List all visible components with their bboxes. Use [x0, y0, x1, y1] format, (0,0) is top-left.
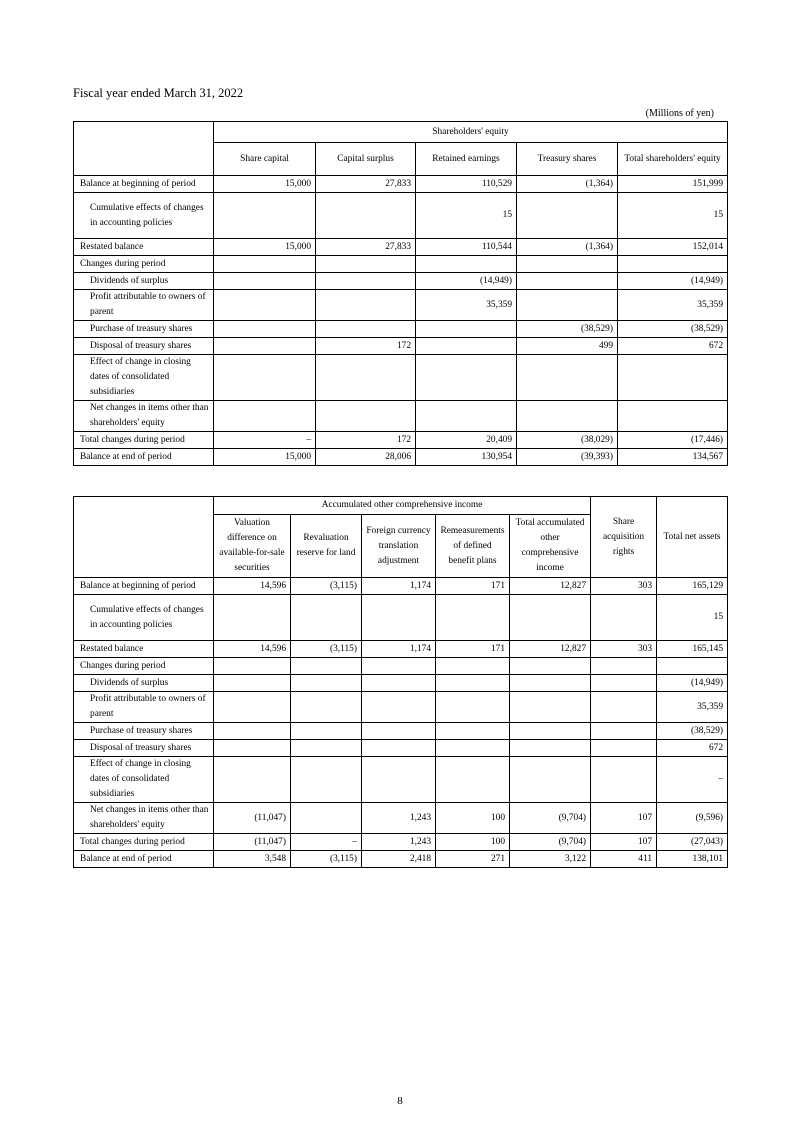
- value-cell: (17,446): [618, 432, 728, 449]
- value-cell: [291, 658, 362, 675]
- value-cell: [316, 290, 416, 321]
- table-row: [74, 851, 728, 868]
- table1-group-header-row: [74, 122, 728, 143]
- value-cell: [510, 595, 591, 641]
- table-row: [74, 757, 728, 803]
- value-cell: [214, 723, 291, 740]
- value-cell: [510, 675, 591, 692]
- table1-col-header: Retained earnings: [416, 143, 517, 176]
- value-cell: 110,544: [416, 239, 517, 256]
- value-cell: [214, 273, 316, 290]
- value-cell: [362, 723, 436, 740]
- value-cell: 499: [517, 338, 618, 355]
- value-cell: [591, 740, 657, 757]
- value-cell: [517, 401, 618, 432]
- value-cell: (14,949): [657, 675, 728, 692]
- value-cell: [591, 723, 657, 740]
- value-cell: 171: [436, 641, 510, 658]
- value-cell: [517, 193, 618, 239]
- table-row: [74, 449, 728, 466]
- row-label: Cumulative effects of changes in accounting policies: [74, 193, 214, 239]
- value-cell: 12,827: [510, 641, 591, 658]
- value-cell: (38,029): [517, 432, 618, 449]
- row-label: Disposal of treasury shares: [74, 338, 214, 355]
- value-cell: [436, 740, 510, 757]
- table-row: [74, 193, 728, 239]
- value-cell: [510, 658, 591, 675]
- table2-body: [74, 578, 728, 868]
- value-cell: 151,999: [618, 176, 728, 193]
- value-cell: [214, 692, 291, 723]
- page-number: 8: [397, 1095, 403, 1107]
- table-row: [74, 321, 728, 338]
- value-cell: [316, 193, 416, 239]
- value-cell: 3,548: [214, 851, 291, 868]
- table-row: [74, 338, 728, 355]
- value-cell: 110,529: [416, 176, 517, 193]
- row-label: Total changes during period: [74, 432, 214, 449]
- shareholders-equity-table: [73, 121, 728, 466]
- value-cell: 1,174: [362, 641, 436, 658]
- value-cell: 3,122: [510, 851, 591, 868]
- value-cell: (1,364): [517, 176, 618, 193]
- page-heading: Fiscal year ended March 31, 2022: [73, 86, 244, 100]
- value-cell: [416, 338, 517, 355]
- value-cell: 15,000: [214, 176, 316, 193]
- row-label: Effect of change in closing dates of consolidated subsidiaries: [74, 355, 214, 401]
- value-cell: [618, 355, 728, 401]
- table2-col-header: Total net assets: [657, 497, 728, 578]
- value-cell: 303: [591, 578, 657, 595]
- value-cell: 15: [416, 193, 517, 239]
- row-label: Dividends of surplus: [74, 675, 214, 692]
- table1-body: [74, 176, 728, 466]
- table-row: [74, 723, 728, 740]
- value-cell: [214, 595, 291, 641]
- row-label: Balance at beginning of period: [74, 578, 214, 595]
- table-row: [74, 641, 728, 658]
- row-label: Balance at beginning of period: [74, 176, 214, 193]
- table1-col-header: Capital surplus: [316, 143, 416, 176]
- value-cell: [214, 740, 291, 757]
- table-row: [74, 401, 728, 432]
- value-cell: 15,000: [214, 449, 316, 466]
- value-cell: (9,704): [510, 803, 591, 834]
- value-cell: [214, 321, 316, 338]
- table-row: [74, 658, 728, 675]
- value-cell: [416, 355, 517, 401]
- row-label: Net changes in items other than shareholders' equity: [74, 803, 214, 834]
- value-cell: [510, 723, 591, 740]
- table-row: [74, 803, 728, 834]
- row-label: Changes during period: [74, 658, 214, 675]
- value-cell: [436, 675, 510, 692]
- value-cell: [316, 256, 416, 273]
- value-cell: [291, 692, 362, 723]
- row-label: Net changes in items other than shareholders' equity: [74, 401, 214, 432]
- value-cell: [436, 757, 510, 803]
- value-cell: [517, 256, 618, 273]
- table-row: [74, 595, 728, 641]
- value-cell: 35,359: [618, 290, 728, 321]
- table-row: [74, 834, 728, 851]
- value-cell: 14,596: [214, 578, 291, 595]
- row-label: Restated balance: [74, 239, 214, 256]
- value-cell: [214, 401, 316, 432]
- value-cell: (11,047): [214, 803, 291, 834]
- value-cell: [618, 401, 728, 432]
- value-cell: –: [657, 757, 728, 803]
- value-cell: [214, 290, 316, 321]
- row-label: Profit attributable to owners of parent: [74, 290, 214, 321]
- table-row: [74, 256, 728, 273]
- value-cell: [517, 290, 618, 321]
- value-cell: 28,006: [316, 449, 416, 466]
- table-row: [74, 273, 728, 290]
- value-cell: [362, 740, 436, 757]
- row-label: Changes during period: [74, 256, 214, 273]
- value-cell: 35,359: [657, 692, 728, 723]
- value-cell: [214, 256, 316, 273]
- value-cell: 138,101: [657, 851, 728, 868]
- value-cell: [416, 321, 517, 338]
- value-cell: [618, 256, 728, 273]
- value-cell: [517, 273, 618, 290]
- value-cell: 672: [657, 740, 728, 757]
- row-label: Restated balance: [74, 641, 214, 658]
- value-cell: 130,954: [416, 449, 517, 466]
- value-cell: 107: [591, 803, 657, 834]
- value-cell: [591, 595, 657, 641]
- value-cell: 100: [436, 834, 510, 851]
- value-cell: 15: [618, 193, 728, 239]
- value-cell: 171: [436, 578, 510, 595]
- comprehensive-income-table: [73, 496, 728, 868]
- table-row: [74, 740, 728, 757]
- value-cell: [591, 757, 657, 803]
- table2-corner-cell: [74, 497, 214, 578]
- value-cell: 152,014: [618, 239, 728, 256]
- table-row: [74, 355, 728, 401]
- table1-col-header: Share capital: [214, 143, 316, 176]
- table1-corner-cell: [74, 122, 214, 176]
- value-cell: [591, 675, 657, 692]
- value-cell: [214, 355, 316, 401]
- value-cell: 27,833: [316, 239, 416, 256]
- value-cell: [214, 757, 291, 803]
- table2-col-header: Remeasurements of defined benefit plans: [436, 515, 510, 578]
- table2-col-header: Revaluation reserve for land: [291, 515, 362, 578]
- table2-col-header: Valuation difference on available-for-sale securities: [214, 515, 291, 578]
- value-cell: (38,529): [618, 321, 728, 338]
- value-cell: [291, 757, 362, 803]
- value-cell: 27,833: [316, 176, 416, 193]
- value-cell: [291, 803, 362, 834]
- value-cell: [510, 692, 591, 723]
- value-cell: 411: [591, 851, 657, 868]
- row-label: Balance at end of period: [74, 851, 214, 868]
- value-cell: [591, 692, 657, 723]
- value-cell: 271: [436, 851, 510, 868]
- table1-col-header: Treasury shares: [517, 143, 618, 176]
- row-label: Effect of change in closing dates of consolidated subsidiaries: [74, 757, 214, 803]
- table-row: [74, 176, 728, 193]
- value-cell: 1,243: [362, 803, 436, 834]
- value-cell: –: [214, 432, 316, 449]
- value-cell: 165,129: [657, 578, 728, 595]
- value-cell: 15,000: [214, 239, 316, 256]
- row-label: Profit attributable to owners of parent: [74, 692, 214, 723]
- value-cell: [362, 692, 436, 723]
- table2-col-header: Foreign currency translation adjustment: [362, 515, 436, 578]
- value-cell: (1,364): [517, 239, 618, 256]
- table1-group-header: Shareholders' equity: [214, 122, 728, 143]
- value-cell: [316, 355, 416, 401]
- value-cell: 14,596: [214, 641, 291, 658]
- value-cell: 12,827: [510, 578, 591, 595]
- value-cell: (3,115): [291, 578, 362, 595]
- value-cell: –: [291, 834, 362, 851]
- value-cell: [316, 401, 416, 432]
- value-cell: [214, 338, 316, 355]
- value-cell: [517, 355, 618, 401]
- value-cell: 35,359: [416, 290, 517, 321]
- table2-group-header: Accumulated other comprehensive income: [214, 497, 591, 515]
- value-cell: 303: [591, 641, 657, 658]
- value-cell: (11,047): [214, 834, 291, 851]
- value-cell: [316, 321, 416, 338]
- value-cell: (27,043): [657, 834, 728, 851]
- value-cell: [436, 595, 510, 641]
- row-label: Cumulative effects of changes in accounting policies: [74, 595, 214, 641]
- value-cell: (9,596): [657, 803, 728, 834]
- row-label: Disposal of treasury shares: [74, 740, 214, 757]
- value-cell: [416, 256, 517, 273]
- value-cell: 100: [436, 803, 510, 834]
- value-cell: [291, 723, 362, 740]
- value-cell: [362, 595, 436, 641]
- value-cell: (38,529): [517, 321, 618, 338]
- value-cell: (3,115): [291, 851, 362, 868]
- value-cell: [510, 740, 591, 757]
- table-row: [74, 692, 728, 723]
- value-cell: [214, 193, 316, 239]
- value-cell: 1,243: [362, 834, 436, 851]
- value-cell: (39,393): [517, 449, 618, 466]
- value-cell: 1,174: [362, 578, 436, 595]
- value-cell: 172: [316, 432, 416, 449]
- table1-col-header: Total shareholders' equity: [618, 143, 728, 176]
- value-cell: (14,949): [416, 273, 517, 290]
- value-cell: [591, 658, 657, 675]
- value-cell: [291, 675, 362, 692]
- table-row: [74, 675, 728, 692]
- unit-note: (Millions of yen): [645, 108, 714, 119]
- row-label: Dividends of surplus: [74, 273, 214, 290]
- value-cell: 2,418: [362, 851, 436, 868]
- row-label: Total changes during period: [74, 834, 214, 851]
- value-cell: 172: [316, 338, 416, 355]
- value-cell: 20,409: [416, 432, 517, 449]
- table-row: [74, 578, 728, 595]
- row-label: Purchase of treasury shares: [74, 723, 214, 740]
- row-label: Balance at end of period: [74, 449, 214, 466]
- value-cell: [510, 757, 591, 803]
- value-cell: [436, 692, 510, 723]
- value-cell: [214, 658, 291, 675]
- value-cell: 165,145: [657, 641, 728, 658]
- row-label: Purchase of treasury shares: [74, 321, 214, 338]
- value-cell: [362, 675, 436, 692]
- value-cell: [436, 723, 510, 740]
- value-cell: [362, 658, 436, 675]
- value-cell: [362, 757, 436, 803]
- table-row: [74, 432, 728, 449]
- value-cell: 15: [657, 595, 728, 641]
- value-cell: 107: [591, 834, 657, 851]
- value-cell: (14,949): [618, 273, 728, 290]
- value-cell: [657, 658, 728, 675]
- table2-col-header: Total accumulated other comprehensive income: [510, 515, 591, 578]
- value-cell: [291, 740, 362, 757]
- value-cell: 672: [618, 338, 728, 355]
- table-row: [74, 239, 728, 256]
- value-cell: (3,115): [291, 641, 362, 658]
- table2-group-header-row: [74, 497, 728, 515]
- value-cell: [316, 273, 416, 290]
- table-row: [74, 290, 728, 321]
- value-cell: [436, 658, 510, 675]
- table2-col-header: Share acquisition rights: [591, 497, 657, 578]
- value-cell: (9,704): [510, 834, 591, 851]
- value-cell: [416, 401, 517, 432]
- value-cell: [214, 675, 291, 692]
- value-cell: (38,529): [657, 723, 728, 740]
- value-cell: 134,567: [618, 449, 728, 466]
- value-cell: [291, 595, 362, 641]
